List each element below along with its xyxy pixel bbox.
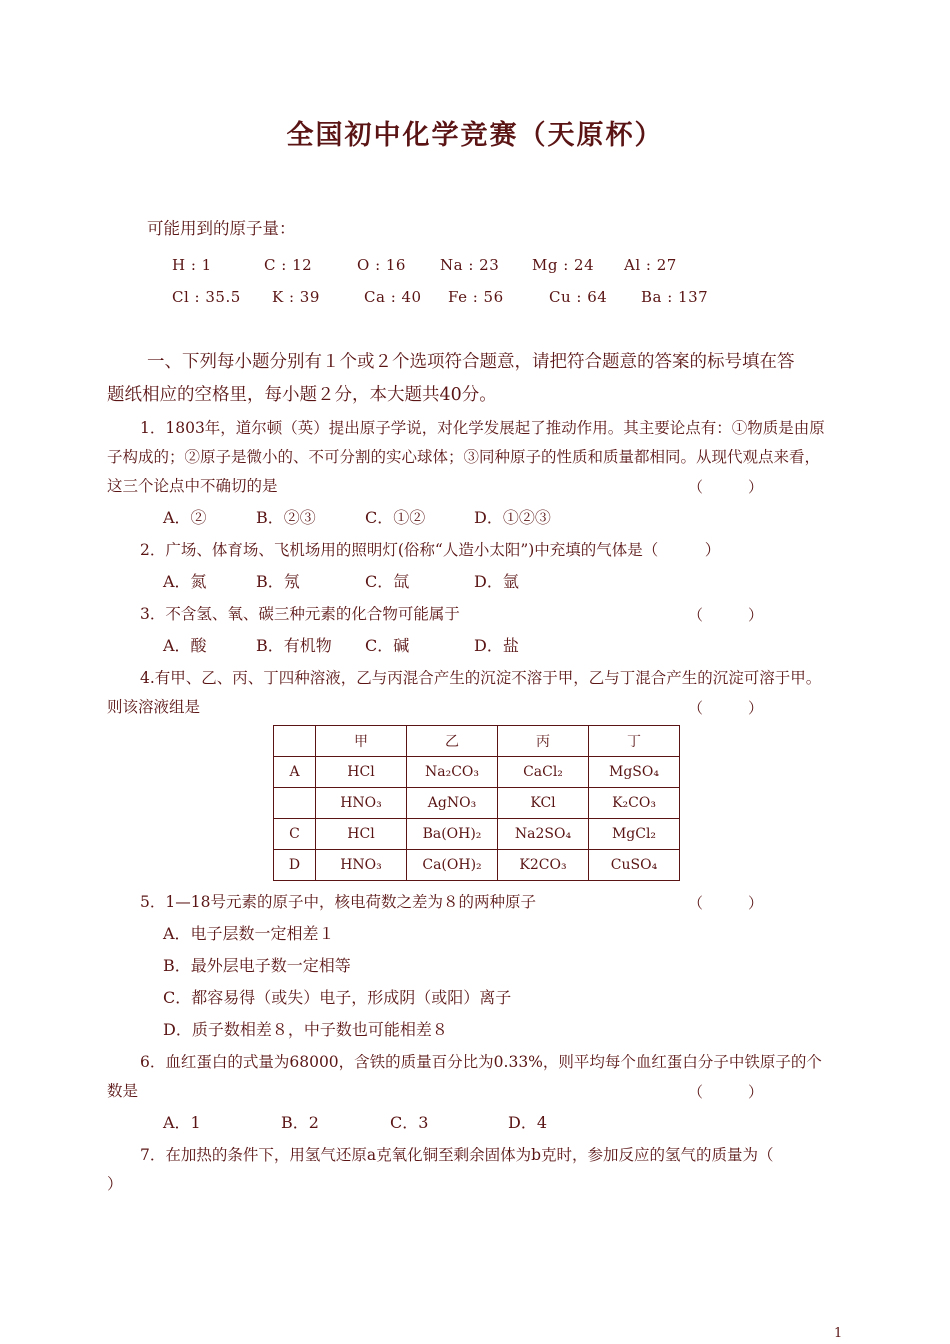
table-header-cell: 丁 [589,726,680,757]
table-row [274,788,680,819]
atomic-mass-cl: Cl : 35.5 [172,288,241,306]
atomic-mass-k: K : 39 [272,288,320,306]
q5-option-b: B．最外层电子数一定相等 [163,956,351,975]
atomic-mass-ba: Ba : 137 [641,288,709,306]
table-row [274,850,680,881]
table-cell: CaCl₂ [498,757,589,788]
atomic-mass-mg: Mg : 24 [532,256,595,274]
table-cell: CuSO₄ [589,850,680,881]
table-cell: Ba(OH)₂ [407,819,498,850]
table-header-cell [274,726,316,757]
table-cell: Na₂CO₃ [407,757,498,788]
q7-line2: ） [107,1175,123,1193]
table-cell: MgCl₂ [589,819,680,850]
q1-line2: 子构成的；②原子是微小的、不可分割的实心球体；③同种原子的性质和质量都相同。从现代观点来看， [107,448,821,466]
q3-option-b: B．有机物 [256,636,332,655]
solution-table [273,725,680,881]
table-row [274,819,680,850]
q1-option-c: C．①② [365,508,426,527]
atomic-mass-al: Al : 27 [624,256,677,274]
q2-option-a: A．氮 [163,572,207,591]
q2-option-b: B．氖 [256,572,300,591]
q6-option-d: D．4 [508,1113,548,1132]
section1-intro-line1: 一、下列每小题分别有１个或２个选项符合题意，请把符合题意的答案的标号填在答 [147,352,795,372]
table-cell: D [274,850,316,881]
table-cell [274,788,316,819]
table-cell: HCl [316,757,407,788]
q3-option-a: A．酸 [163,636,207,655]
page-title: 全国初中化学竞赛（天原杯） [286,120,664,151]
table-header-cell: 丙 [498,726,589,757]
table-cell: KCl [498,788,589,819]
table-cell: Na2SO₄ [498,819,589,850]
table-cell: A [274,757,316,788]
table-cell: MgSO₄ [589,757,680,788]
q1-line3: 这三个论点中不确切的是 [107,477,278,495]
q2-line1: 2．广场、体育场、飞机场用的照明灯(俗称“人造小太阳”)中充填的气体是（ ） [140,541,721,559]
table-header-row [274,726,680,757]
section1-intro-line2: 题纸相应的空格里，每小题２分，本大题共40分。 [107,385,497,405]
q3-line1: 3．不含氢、氧、碳三种元素的化合物可能属于 [140,605,460,623]
atomic-mass-cu: Cu : 64 [549,288,608,306]
atomic-mass-label: 可能用到的原子量： [147,219,296,238]
atomic-mass-ca: Ca : 40 [364,288,422,306]
q5-answer-paren: （ ） [688,894,764,912]
atomic-mass-fe: Fe : 56 [448,288,504,306]
q6-line1: 6．血红蛋白的式量为68000，含铁的质量百分比为0.33%，则平均每个血红蛋白分子中铁原子的个 [140,1053,822,1071]
table-cell: K2CO₃ [498,850,589,881]
table-cell: C [274,819,316,850]
atomic-mass-o: O : 16 [357,256,406,274]
q5-option-a: A．电子层数一定相差１ [163,924,335,943]
table-cell: Ca(OH)₂ [407,850,498,881]
q4-line2: 则该溶液组是 [107,698,201,716]
table-cell: AgNO₃ [407,788,498,819]
table-header-cell: 乙 [407,726,498,757]
q3-answer-paren: （ ） [688,606,764,624]
q1-option-b: B．②③ [256,508,316,527]
q3-option-d: D．盐 [474,636,519,655]
atomic-mass-na: Na : 23 [440,256,500,274]
q5-line1: 5．1—18号元素的原子中，核电荷数之差为８的两种原子 [140,893,536,911]
table-row [274,757,680,788]
q4-line1: 4.有甲、乙、丙、丁四种溶液，乙与丙混合产生的沉淀不溶于甲，乙与丁混合产生的沉淀可溶于甲。 [140,669,822,687]
table-cell: HCl [316,819,407,850]
q3-option-c: C．碱 [365,636,410,655]
q4-answer-paren: （ ） [688,699,764,717]
table-cell: HNO₃ [316,850,407,881]
q1-answer-paren: （ ） [688,478,764,496]
q1-line1: 1．1803年，道尔顿（英）提出原子学说，对化学发展起了推动作用。其主要论点有：①物质是由原 [140,419,825,437]
q6-option-b: B．2 [281,1113,319,1132]
table-cell: HNO₃ [316,788,407,819]
q6-option-a: A．1 [163,1113,201,1132]
q2-option-d: D．氩 [474,572,519,591]
table-cell: K₂CO₃ [589,788,680,819]
q6-answer-paren: （ ） [688,1083,764,1101]
atomic-mass-c: C : 12 [264,256,313,274]
q5-option-c: C．都容易得（或失）电子，形成阴（或阳）离子 [163,988,512,1007]
page-number: 1 [834,1326,843,1341]
table-header-cell: 甲 [316,726,407,757]
q2-option-c: C．氙 [365,572,410,591]
q1-option-d: D．①②③ [474,508,551,527]
q6-option-c: C．3 [390,1113,429,1132]
q5-option-d: D．质子数相差８，中子数也可能相差８ [163,1020,448,1039]
q7-line1: 7．在加热的条件下，用氢气还原a克氧化铜至剩余固体为b克时，参加反应的氢气的质量为（ [140,1146,774,1164]
q1-option-a: A．② [163,508,207,527]
q6-line2: 数是 [107,1082,139,1100]
atomic-mass-h: H : 1 [172,256,212,274]
